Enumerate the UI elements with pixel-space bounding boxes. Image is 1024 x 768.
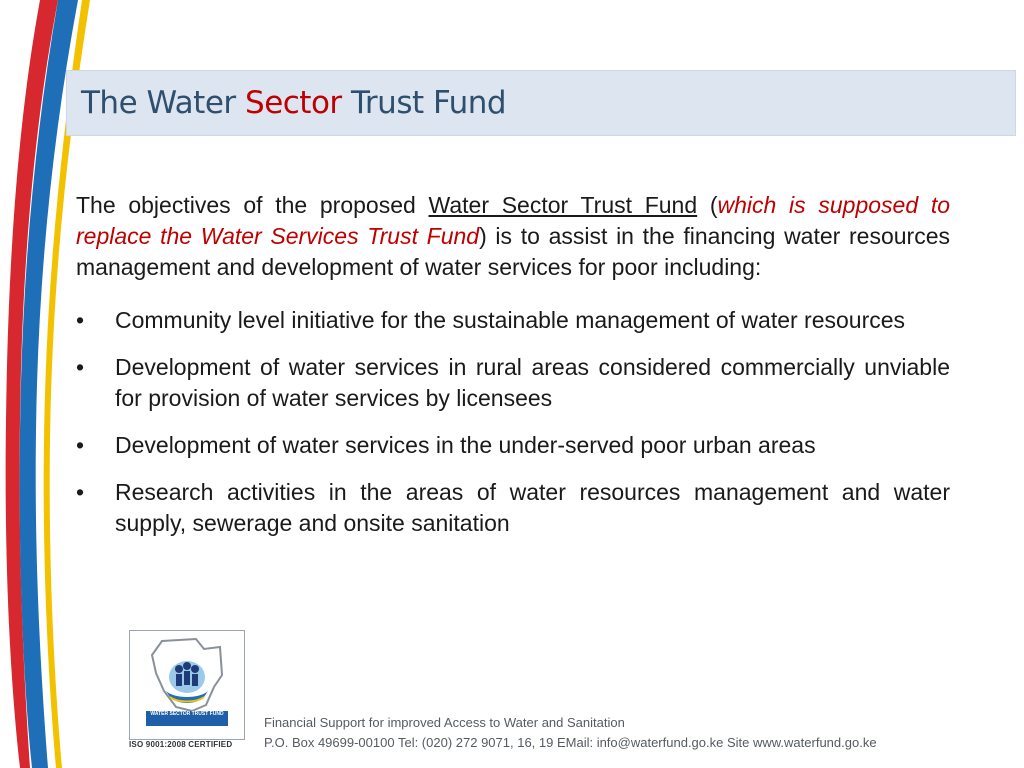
bullet-marker: • [76,479,85,505]
list-item [76,477,950,539]
intro-fund-name: Water Sector Trust Fund [428,192,698,218]
list-item [76,305,950,336]
intro-paragraph [76,190,950,283]
list-item-text: Research activities in the areas of water resources management and water supply, sewerage and onsite sanitation [115,479,950,536]
list-item [76,352,950,414]
title-bar [66,70,1016,136]
wstf-logo [129,630,245,740]
list-item-text: Development of water services in the under-served poor urban areas [115,432,816,458]
title-accent: Sector [245,85,342,121]
bullet-marker: • [76,354,85,380]
intro-replacement-note: which is supposed to replace the Water Services Trust Fund [76,192,950,249]
footer-tagline: Financial Support for improved Access to Water and Sanitation [264,715,625,730]
title-part1: The Water [81,85,246,121]
intro-text-2: ( [697,192,718,218]
list-item-text: Community level initiative for the sustainable management of water resources [115,307,906,333]
title-part2: Trust Fund [341,85,507,121]
slide-content [76,190,950,555]
bullet-marker: • [76,432,85,458]
intro-text-1: The objectives of the proposed [76,192,429,218]
list-item-text: Development of water services in rural areas considered commercially unviable for provision of water services by licensees [115,354,950,411]
logo-banner: WATER SECTOR TRUST FUND [146,711,228,726]
footer-contact: P.O. Box 49699-00100 Tel: (020) 272 9071, 16, 19 EMail: info@waterfund.go.ke Site www.waterfund.go.ke [264,735,877,750]
bullet-marker: • [76,307,85,333]
kenya-map-hands-logo-icon [134,635,240,719]
intro-text-3: ) is to assist in the financing water resources management and development of water services for poor including: [76,223,950,280]
list-item [76,430,950,461]
objectives-list [76,305,950,539]
iso-certification: ISO 9001:2008 CERTIFIED [129,740,233,749]
slide-title [81,85,506,121]
